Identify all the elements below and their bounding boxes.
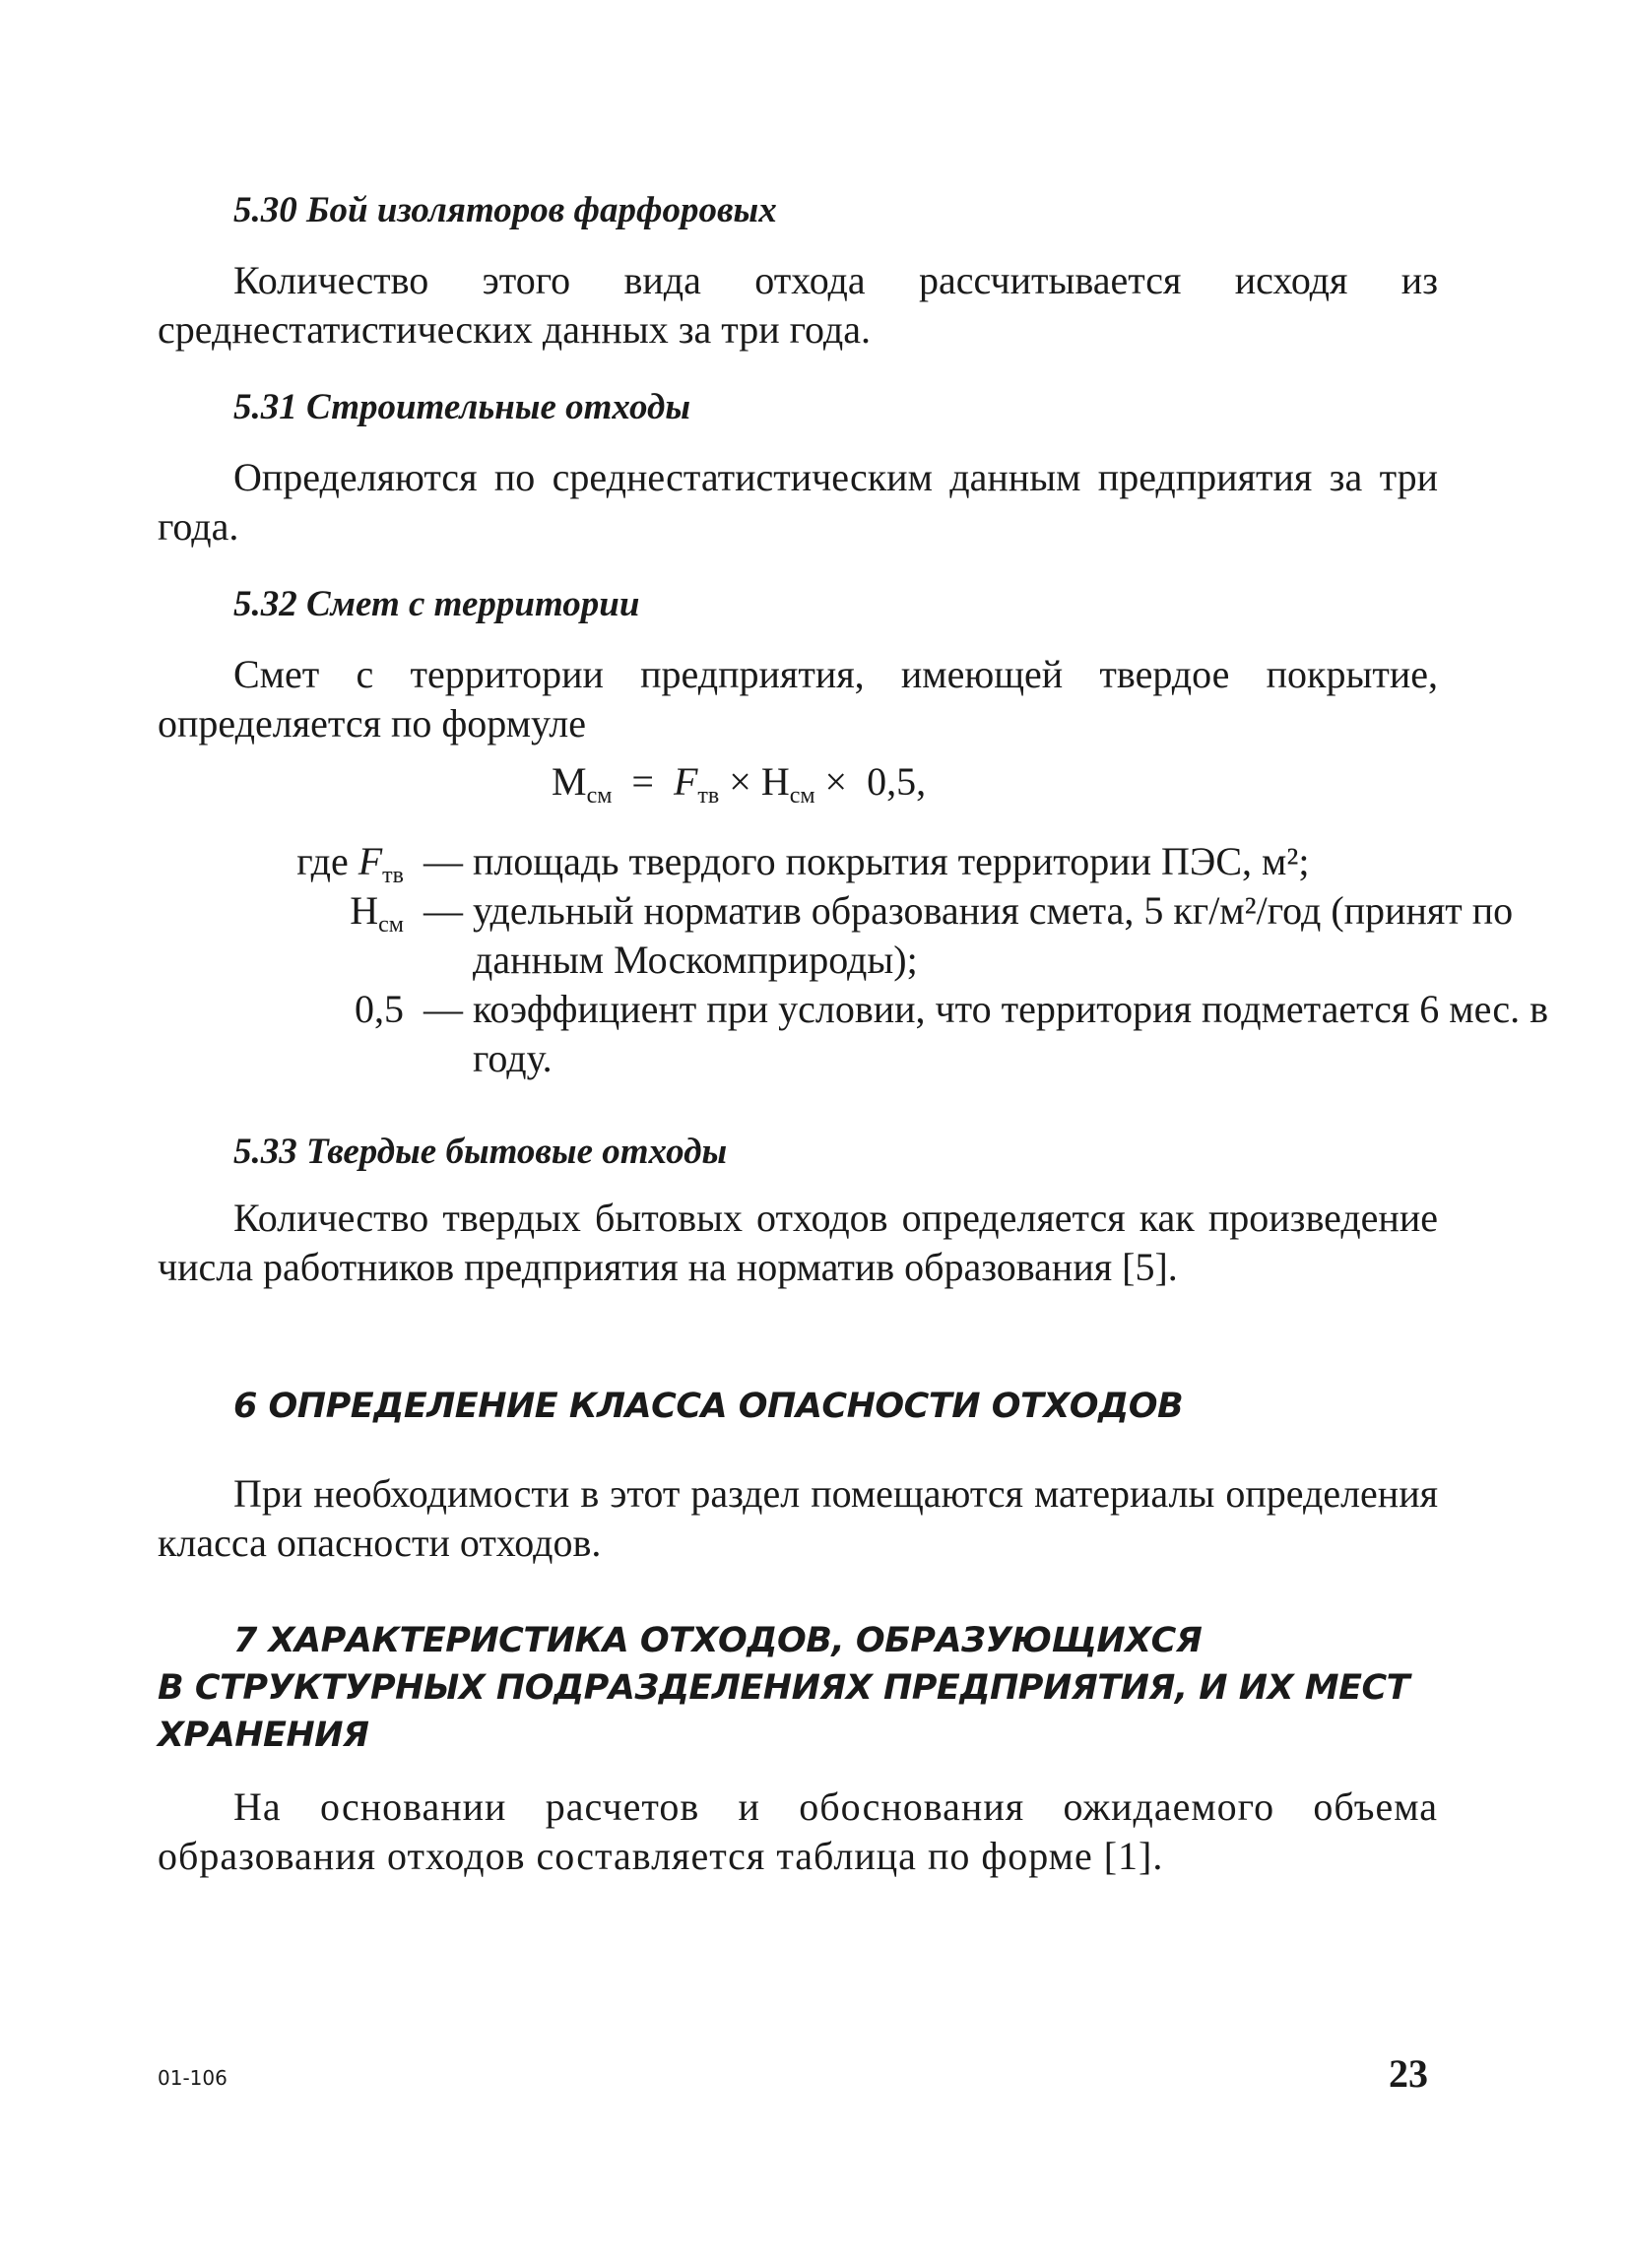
legend-h-description: удельный норматив образования смета, 5 кг/м²/год (принят по данным Москомприроды);	[473, 888, 1514, 982]
heading-5-33: 5.33 Твердые бытовые отходы	[233, 1132, 728, 1172]
paragraph-5-32-text: Смет с территории предприятия, имеющей твердое покрытие, определяется по формуле	[158, 652, 1438, 745]
heading-5-32: 5.32 Смет с территории	[233, 584, 640, 624]
formula-m: М	[552, 759, 587, 804]
paragraph-5-30-text: Количество этого вида отхода рассчитывается исходя из среднестатистических данных за три года.	[158, 258, 1438, 352]
legend-dash-3: —	[423, 987, 463, 1031]
paragraph-5-31	[158, 453, 1438, 551]
legend-f: F	[358, 839, 383, 883]
legend-h: Н	[350, 888, 379, 933]
legend-k-description: коэффициент при условии, что территория подметается 6 мес. в году.	[473, 987, 1548, 1080]
page-number: 23	[1389, 2051, 1428, 2096]
paragraph-5-33	[158, 1194, 1438, 1292]
legend-f-description: площадь твердого покрытия территории ПЭС, м²;	[473, 839, 1310, 883]
legend-f-sub: тв	[382, 863, 404, 888]
legend-where: где	[296, 839, 349, 883]
paragraph-5-31-text: Определяются по среднестатистическим данным предприятия за три года.	[158, 455, 1438, 549]
paragraph-5-30	[158, 256, 1438, 355]
paragraph-section-7-text: На основании расчетов и обоснования ожидаемого объема образования отходов составляется таблица по форме [1].	[158, 1784, 1438, 1878]
formula-smet	[552, 758, 926, 810]
formula-h-sub: см	[789, 783, 815, 809]
formula-m-sub: см	[586, 783, 613, 809]
heading-section-7-line-1: 7 ХАРАКТЕРИСТИКА ОТХОДОВ, ОБРАЗУЮЩИХСЯ	[233, 1621, 1203, 1660]
paragraph-section-7	[158, 1782, 1438, 1881]
formula-h: Н	[760, 759, 790, 804]
legend-h-symbol	[158, 886, 404, 949]
formula-times-2: ×	[824, 759, 848, 804]
footer-document-code: 01-106	[158, 2066, 228, 2090]
formula-equals: =	[631, 759, 654, 804]
heading-section-7-line-3: ХРАНЕНИЯ	[158, 1716, 369, 1755]
heading-5-31: 5.31 Строительные отходы	[233, 387, 691, 427]
heading-section-7-line-2: В СТРУКТУРНЫХ ПОДРАЗДЕЛЕНИЯХ ПРЕДПРИЯТИЯ, И ИХ МЕСТ	[158, 1668, 1410, 1708]
legend-h-sub: см	[378, 912, 404, 938]
heading-section-6: 6 ОПРЕДЕЛЕНИЕ КЛАССА ОПАСНОСТИ ОТХОДОВ	[233, 1387, 1184, 1426]
heading-5-30: 5.30 Бой изоляторов фарфоровых	[233, 190, 777, 230]
formula-f-sub: тв	[697, 783, 720, 809]
legend-dash-2: —	[423, 888, 463, 933]
paragraph-section-6-text: При необходимости в этот раздел помещаются материалы определения класса опасности отходов.	[158, 1471, 1438, 1565]
paragraph-section-6	[158, 1469, 1438, 1568]
formula-times-1: ×	[729, 759, 751, 804]
formula-coefficient: 0,5,	[867, 759, 927, 804]
formula-legend	[158, 837, 1548, 1093]
paragraph-5-33-text: Количество твердых бытовых отходов определяется как произведение числа работников предприятия на норматив образования [5].	[158, 1196, 1438, 1289]
legend-dash-1: —	[423, 839, 463, 883]
paragraph-5-32	[158, 650, 1438, 748]
formula-f: F	[673, 759, 698, 804]
legend-k-symbol: 0,5	[355, 987, 404, 1031]
